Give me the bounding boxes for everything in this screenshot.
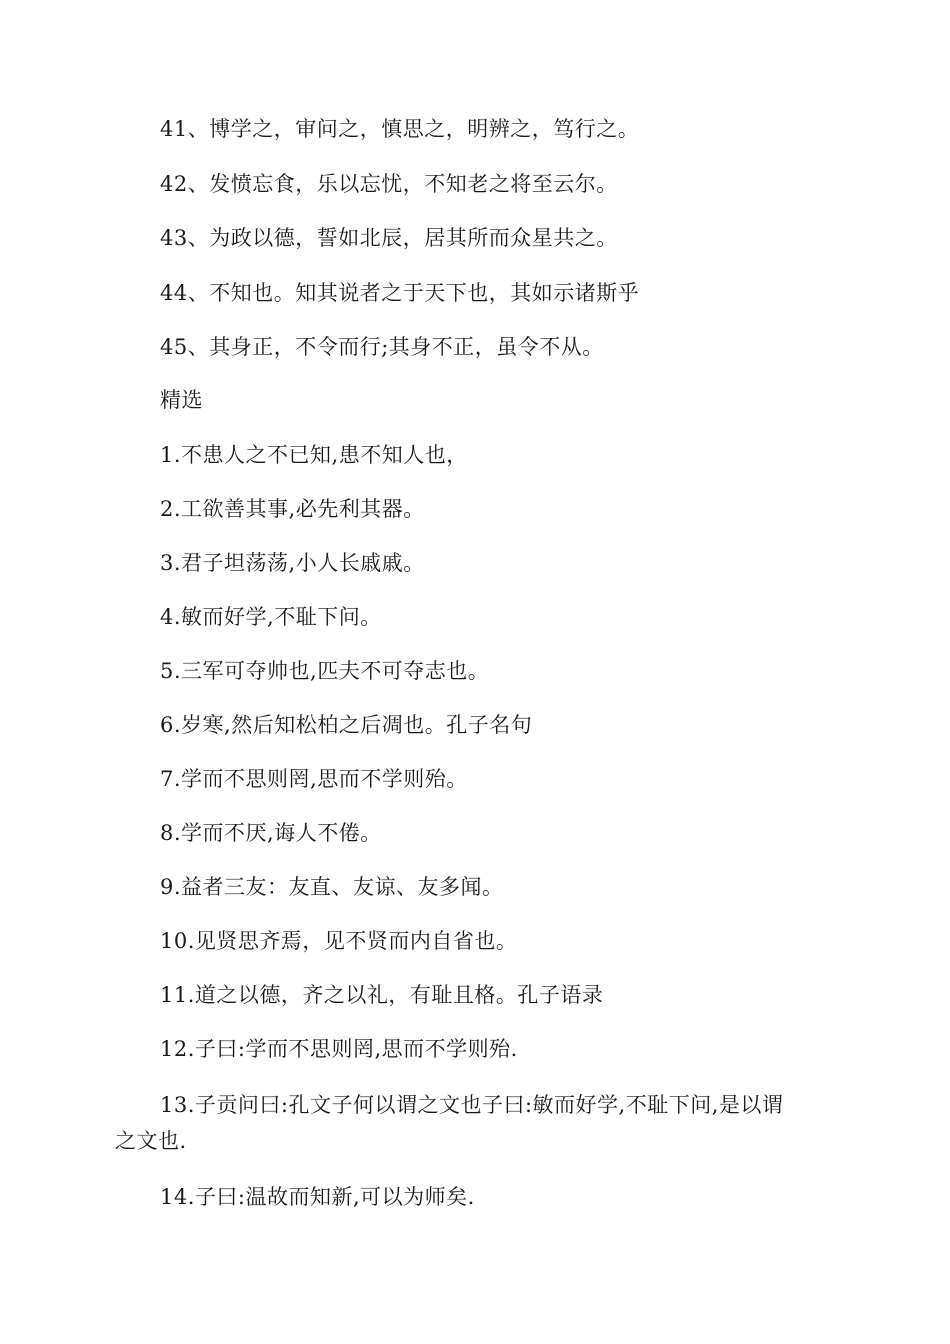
selected-quote-13-line1: 13.子贡问曰:孔文子何以谓之文也子曰:敏而好学,不耻下问,是以谓 xyxy=(160,1093,784,1117)
selected-quote-12: 12.子曰:学而不思则罔,思而不学则殆. xyxy=(160,1037,518,1061)
selected-quote-8: 8.学而不厌,诲人不倦。 xyxy=(160,821,382,845)
quote-line-44: 44、不知也。知其说者之于天下也，其如示诸斯乎 xyxy=(160,281,640,305)
selected-quote-14: 14.子曰:温故而知新,可以为师矣. xyxy=(160,1185,475,1209)
selected-quote-11: 11.道之以德，齐之以礼，有耻且格。孔子语录 xyxy=(160,983,604,1007)
quote-line-42: 42、发愤忘食，乐以忘忧，不知老之将至云尔。 xyxy=(160,172,618,196)
selected-quote-2: 2.工欲善其事,必先利其器。 xyxy=(160,497,425,521)
quote-line-41: 41、博学之，审问之，慎思之，明辨之，笃行之。 xyxy=(160,117,640,141)
selected-quote-10: 10.见贤思齐焉，见不贤而内自省也。 xyxy=(160,929,518,953)
selected-quote-7: 7.学而不思则罔,思而不学则殆。 xyxy=(160,767,468,791)
selected-quote-5: 5.三军可夺帅也,匹夫不可夺志也。 xyxy=(160,659,490,683)
selected-quote-3: 3.君子坦荡荡,小人长戚戚。 xyxy=(160,551,425,575)
quote-line-45: 45、其身正，不令而行;其身不正，虽令不从。 xyxy=(160,335,604,359)
quote-line-43: 43、为政以德，誓如北辰，居其所而众星共之。 xyxy=(160,226,618,250)
selected-quote-9: 9.益者三友：友直、友谅、友多闻。 xyxy=(160,875,504,899)
section-heading: 精选 xyxy=(160,388,203,412)
selected-quote-13-line2: 之文也. xyxy=(115,1129,187,1153)
selected-quote-4: 4.敏而好学,不耻下问。 xyxy=(160,605,382,629)
selected-quote-6: 6.岁寒,然后知松柏之后凋也。孔子名句 xyxy=(160,713,533,737)
selected-quote-1: 1.不患人之不已知,患不知人也， xyxy=(160,443,468,467)
